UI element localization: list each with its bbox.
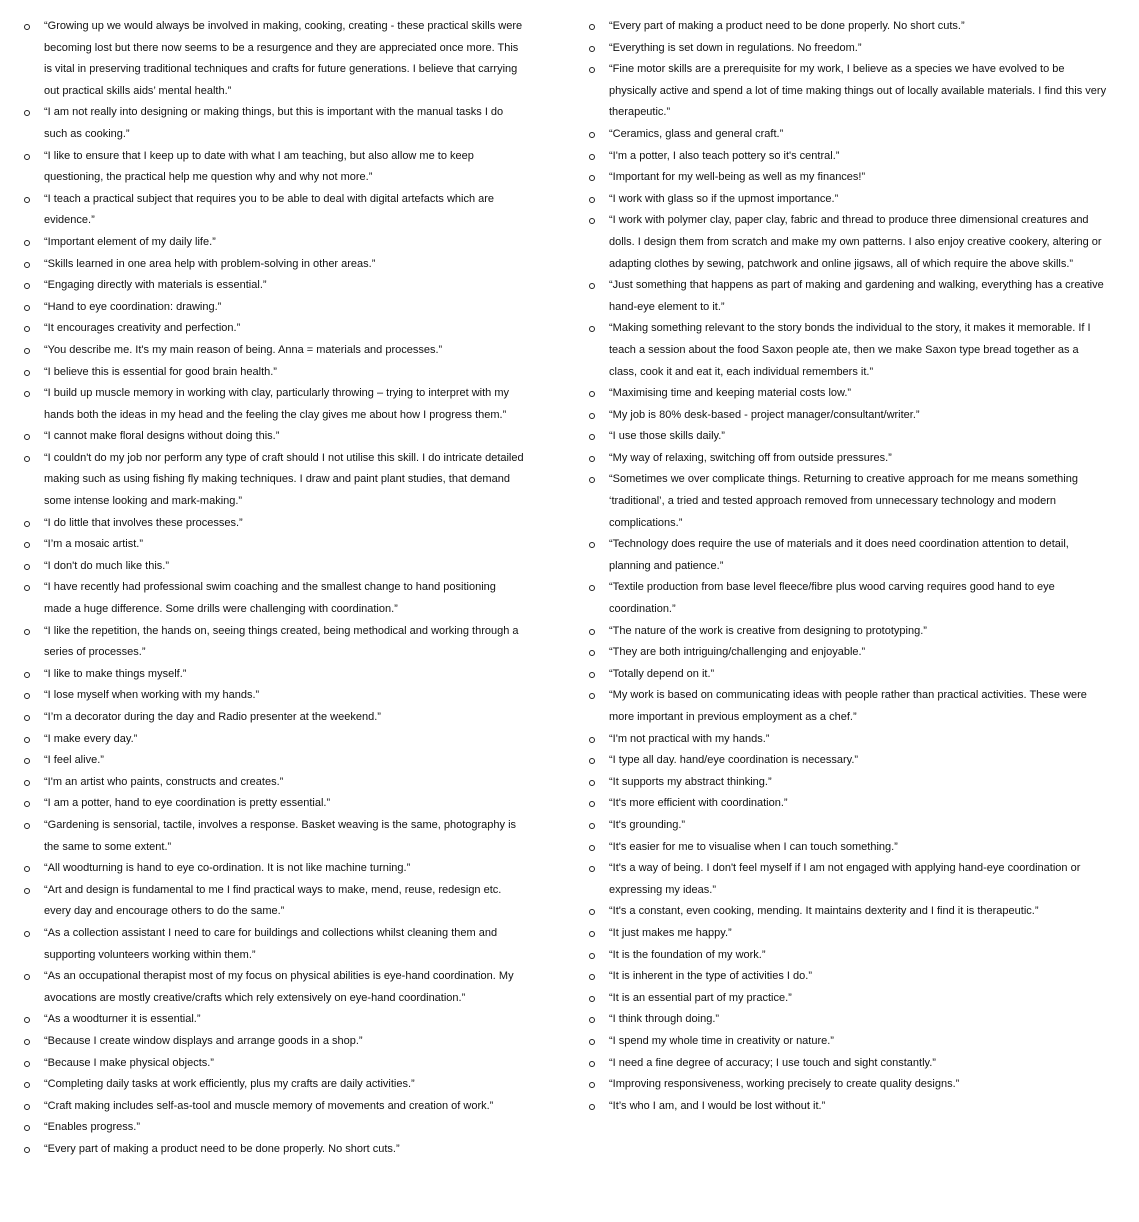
list-item [589, 750, 1109, 772]
quote-text: “I don't do much like this.” [44, 559, 169, 572]
quote-text: “I like the repetition, the hands on, seeing things created, being methodical and working through a series of processes.” [44, 624, 519, 659]
list-item [24, 102, 524, 145]
hollow-circle-bullet-icon [24, 1039, 30, 1045]
quote-text: “As a collection assistant I need to care for buildings and collections whilst cleaning them and supporting volunteers working within them.” [44, 926, 498, 961]
hollow-circle-bullet-icon [589, 434, 595, 440]
list-item [24, 577, 524, 620]
list-item [24, 793, 524, 815]
list-item [24, 858, 524, 880]
quote-text: “I spend my whole time in creativity or nature.” [609, 1034, 834, 1047]
quote-text: “Improving responsiveness, working precisely to create quality designs.” [609, 1078, 960, 1091]
quote-text: “It encourages creativity and perfection.” [44, 322, 241, 335]
list-item [24, 232, 524, 254]
list-item [589, 1074, 1109, 1096]
hollow-circle-bullet-icon [24, 283, 30, 289]
list-item [589, 146, 1109, 168]
hollow-circle-bullet-icon [589, 456, 595, 462]
hollow-circle-bullet-icon [24, 197, 30, 203]
quote-text: “Maximising time and keeping material costs low.” [609, 387, 852, 400]
hollow-circle-bullet-icon [589, 780, 595, 786]
hollow-circle-bullet-icon [589, 845, 595, 851]
list-item [24, 146, 524, 189]
hollow-circle-bullet-icon [24, 564, 30, 570]
list-item [589, 577, 1109, 620]
hollow-circle-bullet-icon [24, 672, 30, 678]
hollow-circle-bullet-icon [24, 931, 30, 937]
list-item [24, 772, 524, 794]
hollow-circle-bullet-icon [589, 866, 595, 872]
right-quote-list [589, 16, 1109, 1117]
hollow-circle-bullet-icon [589, 953, 595, 959]
hollow-circle-bullet-icon [589, 1039, 595, 1045]
list-item [589, 664, 1109, 686]
quote-text: “I type all day. hand/eye coordination is necessary.” [609, 754, 859, 767]
hollow-circle-bullet-icon [589, 650, 595, 656]
list-item [589, 1096, 1109, 1118]
quote-text: “I work with glass so if the upmost importance.” [609, 192, 839, 205]
quote-text: “I’m a mosaic artist.” [44, 538, 144, 551]
list-item [24, 1117, 524, 1139]
hollow-circle-bullet-icon [589, 46, 595, 52]
list-item [589, 189, 1109, 211]
list-item [589, 383, 1109, 405]
quote-text: “As an occupational therapist most of my focus on physical abilities is eye-hand coordination. My avocations are mostly creative/crafts which rely extensively on eye-hand coordination.” [44, 970, 514, 1004]
list-item [589, 837, 1109, 859]
quote-text: “I am a potter, hand to eye coordination is pretty essential.” [44, 797, 331, 810]
list-item [24, 275, 524, 297]
quote-text: “Totally depend on it.” [609, 667, 715, 680]
quote-text: “As a woodturner it is essential.” [44, 1013, 201, 1026]
hollow-circle-bullet-icon [589, 585, 595, 591]
hollow-circle-bullet-icon [24, 1082, 30, 1088]
quote-text: “Sometimes we over complicate things. Returning to creative approach for me means something ‘traditional’, a tried and tested approach removed from unnecessary technology and modern complications.” [609, 473, 1078, 529]
list-item [589, 923, 1109, 945]
hollow-circle-bullet-icon [24, 1061, 30, 1067]
quote-text: “Every part of making a product need to be done properly. No short cuts.” [44, 1142, 400, 1155]
quote-text: “Skills learned in one area help with problem-solving in other areas.” [44, 257, 376, 270]
list-item [24, 1053, 524, 1075]
quote-text: “Important for my well-being as well as my finances!” [609, 171, 866, 184]
list-item [24, 1009, 524, 1031]
list-item [24, 1139, 524, 1161]
list-item [589, 772, 1109, 794]
list-item [24, 556, 524, 578]
list-item [589, 426, 1109, 448]
hollow-circle-bullet-icon [589, 67, 595, 73]
quote-text: “It's a constant, even cooking, mending. It maintains dexterity and I find it is therapeutic.” [609, 905, 1039, 918]
hollow-circle-bullet-icon [24, 737, 30, 743]
list-item [24, 534, 524, 556]
quote-text: “It's a way of being. I don't feel myself if I am not engaged with applying hand-eye coordination or expressing my ideas.” [609, 862, 1081, 896]
quote-text: “I have recently had professional swim coaching and the smallest change to hand positioning made a huge difference. Some drills were challenging with coordination.” [44, 581, 496, 616]
quote-text: “They are both intriguing/challenging and enjoyable.” [609, 646, 866, 659]
hollow-circle-bullet-icon [589, 693, 595, 699]
list-item [589, 642, 1109, 664]
quote-text: “Textile production from base level fleece/fibre plus wood carving requires good hand to eye coordination.” [609, 581, 1055, 616]
hollow-circle-bullet-icon [24, 24, 30, 30]
list-item [24, 426, 524, 448]
quote-text: “Because I make physical objects.” [44, 1056, 214, 1069]
list-item [589, 1053, 1109, 1075]
list-item [589, 1009, 1109, 1031]
left-quote-list [24, 16, 524, 1160]
quote-text: “I believe this is essential for good brain health.” [44, 365, 277, 378]
hollow-circle-bullet-icon [24, 240, 30, 246]
list-item [589, 167, 1109, 189]
list-item [589, 534, 1109, 577]
quote-text: “I make every day.” [44, 732, 138, 745]
list-item [24, 880, 524, 923]
list-item [589, 988, 1109, 1010]
quote-text: “It just makes me happy.” [609, 926, 732, 939]
hollow-circle-bullet-icon [24, 305, 30, 311]
list-item [24, 750, 524, 772]
list-item [589, 469, 1109, 534]
hollow-circle-bullet-icon [589, 197, 595, 203]
quote-text: “Ceramics, glass and general craft.” [609, 127, 784, 140]
hollow-circle-bullet-icon [24, 974, 30, 980]
list-item [589, 210, 1109, 275]
hollow-circle-bullet-icon [589, 672, 595, 678]
list-item [24, 362, 524, 384]
list-item [24, 685, 524, 707]
quote-text: “I teach a practical subject that requires you to be able to deal with digital artefacts which are evidence.” [44, 192, 495, 227]
quote-text: “Gardening is sensorial, tactile, involves a response. Basket weaving is the same, photography is the same to some extent.” [44, 818, 517, 853]
hollow-circle-bullet-icon [24, 110, 30, 116]
list-item [24, 297, 524, 319]
hollow-circle-bullet-icon [589, 931, 595, 937]
quote-text: “Enables progress.” [44, 1121, 140, 1134]
hollow-circle-bullet-icon [24, 1104, 30, 1110]
quote-text: “The nature of the work is creative from designing to prototyping.” [609, 624, 927, 637]
list-item [589, 448, 1109, 470]
hollow-circle-bullet-icon [24, 1147, 30, 1153]
quote-text: “Engaging directly with materials is essential.” [44, 279, 267, 292]
quote-text: “I think through doing.” [609, 1013, 720, 1026]
list-item [24, 254, 524, 276]
quote-text: “I use those skills daily.” [609, 430, 725, 443]
hollow-circle-bullet-icon [589, 283, 595, 289]
left-column [24, 16, 524, 1160]
hollow-circle-bullet-icon [589, 413, 595, 419]
quote-text: “Hand to eye coordination: drawing.” [44, 300, 222, 313]
quote-text: “All woodturning is hand to eye co-ordination. It is not like machine turning.” [44, 862, 411, 875]
hollow-circle-bullet-icon [24, 823, 30, 829]
list-item [589, 966, 1109, 988]
list-item [589, 124, 1109, 146]
list-item [24, 815, 524, 858]
hollow-circle-bullet-icon [589, 1104, 595, 1110]
hollow-circle-bullet-icon [24, 1017, 30, 1023]
quote-text: “It's grounding.” [609, 818, 686, 831]
quote-text: “Art and design is fundamental to me I find practical ways to make, mend, reuse, redesign etc. every day and encourage others to do the same.” [44, 883, 502, 918]
quote-text: “My job is 80% desk-based - project manager/consultant/writer.” [609, 408, 920, 421]
hollow-circle-bullet-icon [589, 542, 595, 548]
hollow-circle-bullet-icon [589, 629, 595, 635]
quote-text: “Every part of making a product need to be done properly. No short cuts.” [609, 20, 965, 32]
hollow-circle-bullet-icon [589, 132, 595, 138]
quote-text: “Because I create window displays and arrange goods in a shop.” [44, 1034, 363, 1047]
hollow-circle-bullet-icon [24, 521, 30, 527]
quote-text: “Important element of my daily life.” [44, 235, 216, 248]
list-item [24, 707, 524, 729]
hollow-circle-bullet-icon [589, 391, 595, 397]
list-item [589, 793, 1109, 815]
list-item [24, 513, 524, 535]
list-item [589, 405, 1109, 427]
quote-text: “My way of relaxing, switching off from outside pressures.” [609, 451, 892, 464]
hollow-circle-bullet-icon [589, 154, 595, 160]
quote-text: “I build up muscle memory in working with clay, particularly throwing – trying to interpret with my hands both the ideas in my head and the feeling the clay gives me about how I progress them.” [44, 387, 510, 421]
list-item [589, 275, 1109, 318]
quote-text: “I like to make things myself.” [44, 667, 187, 680]
list-item [589, 621, 1109, 643]
quote-text: “I feel alive.” [44, 754, 104, 767]
hollow-circle-bullet-icon [589, 974, 595, 980]
quote-text: “Technology does require the use of materials and it does need coordination attention to detail, planning and patience.” [609, 538, 1069, 572]
quote-text: “It supports my abstract thinking.” [609, 775, 772, 788]
hollow-circle-bullet-icon [24, 348, 30, 354]
list-item [24, 16, 524, 102]
quote-text: “Growing up we would always be involved in making, cooking, creating - these practical skills were becoming lost but there now seems to be a resurgence and they are appreciated once more. This is vital in preserving traditional techniques and crafts for future generations. I believe that carrying out practical skills aids’ mental health.” [44, 20, 523, 97]
hollow-circle-bullet-icon [589, 24, 595, 30]
list-item [589, 901, 1109, 923]
list-item [589, 729, 1109, 751]
list-item [24, 729, 524, 751]
quote-text: “It is inherent in the type of activities I do.” [609, 970, 812, 983]
list-item [589, 815, 1109, 837]
hollow-circle-bullet-icon [24, 391, 30, 397]
list-item [589, 16, 1109, 38]
hollow-circle-bullet-icon [589, 1061, 595, 1067]
list-item [24, 966, 524, 1009]
list-item [589, 59, 1109, 124]
quote-text: “I am not really into designing or making things, but this is important with the manual tasks I do such as cooking.” [44, 106, 504, 140]
hollow-circle-bullet-icon [24, 370, 30, 376]
quote-text: “I'm a potter, I also teach pottery so it's central.” [609, 149, 840, 162]
quote-text: “I lose myself when working with my hands.” [44, 689, 260, 702]
list-item [24, 189, 524, 232]
quote-text: “Just something that happens as part of making and gardening and walking, everything has a creative hand-eye element to it.” [609, 279, 1104, 313]
hollow-circle-bullet-icon [589, 1082, 595, 1088]
hollow-circle-bullet-icon [24, 758, 30, 764]
list-item [24, 318, 524, 340]
quote-text: “Craft making includes self-as-tool and muscle memory of movements and creation of work.” [44, 1099, 494, 1112]
right-column [589, 16, 1109, 1117]
hollow-circle-bullet-icon [589, 909, 595, 915]
hollow-circle-bullet-icon [589, 175, 595, 181]
hollow-circle-bullet-icon [589, 477, 595, 483]
hollow-circle-bullet-icon [589, 218, 595, 224]
quote-text: “I cannot make floral designs without doing this.” [44, 430, 280, 443]
hollow-circle-bullet-icon [24, 629, 30, 635]
quote-text: “It is the foundation of my work.” [609, 948, 766, 961]
hollow-circle-bullet-icon [24, 585, 30, 591]
hollow-circle-bullet-icon [589, 326, 595, 332]
list-item [24, 1074, 524, 1096]
quote-text: “I'm not practical with my hands.” [609, 732, 770, 745]
list-item [24, 1031, 524, 1053]
quote-text: “Everything is set down in regulations. No freedom.” [609, 41, 862, 54]
hollow-circle-bullet-icon [24, 1125, 30, 1131]
hollow-circle-bullet-icon [24, 326, 30, 332]
hollow-circle-bullet-icon [24, 434, 30, 440]
hollow-circle-bullet-icon [589, 801, 595, 807]
quote-text: “My work is based on communicating ideas with people rather than practical activities. These were more important in previous employment as a chef.” [609, 689, 1087, 723]
hollow-circle-bullet-icon [24, 780, 30, 786]
quote-text: “It's easier for me to visualise when I can touch something.” [609, 840, 898, 853]
list-item [24, 621, 524, 664]
hollow-circle-bullet-icon [589, 737, 595, 743]
hollow-circle-bullet-icon [24, 715, 30, 721]
list-item [589, 318, 1109, 383]
list-item [589, 858, 1109, 901]
hollow-circle-bullet-icon [24, 154, 30, 160]
quote-text: “Completing daily tasks at work efficiently, plus my crafts are daily activities.” [44, 1078, 415, 1091]
hollow-circle-bullet-icon [589, 1017, 595, 1023]
list-item [589, 1031, 1109, 1053]
quote-text: “Fine motor skills are a prerequisite for my work, I believe as a species we have evolved to be physically active and spend a lot of time making things out of locally available materials. I find this very therapeutic.” [609, 63, 1107, 119]
hollow-circle-bullet-icon [24, 456, 30, 462]
quote-text: “You describe me. It's my main reason of being. Anna = materials and processes.” [44, 343, 443, 356]
list-item [589, 685, 1109, 728]
hollow-circle-bullet-icon [589, 996, 595, 1002]
list-item [24, 448, 524, 513]
quote-text: “I need a fine degree of accuracy; I use touch and sight constantly.” [609, 1056, 936, 1069]
hollow-circle-bullet-icon [24, 542, 30, 548]
list-item [24, 664, 524, 686]
quote-text: “It is an essential part of my practice.” [609, 991, 792, 1004]
quote-text: “I’m a decorator during the day and Radio presenter at the weekend.” [44, 711, 381, 723]
list-item [24, 923, 524, 966]
hollow-circle-bullet-icon [24, 888, 30, 894]
quote-text: “It’s who I am, and I would be lost without it.” [609, 1099, 826, 1112]
hollow-circle-bullet-icon [24, 801, 30, 807]
hollow-circle-bullet-icon [24, 866, 30, 872]
hollow-circle-bullet-icon [24, 693, 30, 699]
quote-text: “I like to ensure that I keep up to date with what I am teaching, but also allow me to keep questioning, the practical help me question why and why not more.” [44, 149, 474, 184]
quote-text: “I do little that involves these processes.” [44, 516, 243, 529]
list-item [24, 383, 524, 426]
quote-text: “I couldn't do my job nor perform any type of craft should I not utilise this skill. I do intricate detailed making such as using fishing fly making techniques. I draw and paint plant studies, that demand some intense looking and mark-making.” [44, 451, 524, 508]
quote-text: “Making something relevant to the story bonds the individual to the story, it makes it memorable. If I teach a session about the food Saxon people ate, then we make Saxon type bread together as a class, cook it and eat it, each individual remembers it.” [609, 322, 1091, 378]
quote-text: “It's more efficient with coordination.” [609, 797, 788, 810]
hollow-circle-bullet-icon [589, 758, 595, 764]
quote-text: “I'm an artist who paints, constructs and creates.” [44, 775, 284, 788]
list-item [589, 38, 1109, 60]
list-item [24, 1096, 524, 1118]
hollow-circle-bullet-icon [589, 823, 595, 829]
list-item [589, 945, 1109, 967]
quote-text: “I work with polymer clay, paper clay, fabric and thread to produce three dimensional creatures and dolls. I design them from scratch and make my own patterns. I also enjoy creative cookery, altering or adapting clothes by sewing, patchwork and online jigsaws, all of which require the above skills.” [609, 214, 1102, 270]
list-item [24, 340, 524, 362]
hollow-circle-bullet-icon [24, 262, 30, 268]
